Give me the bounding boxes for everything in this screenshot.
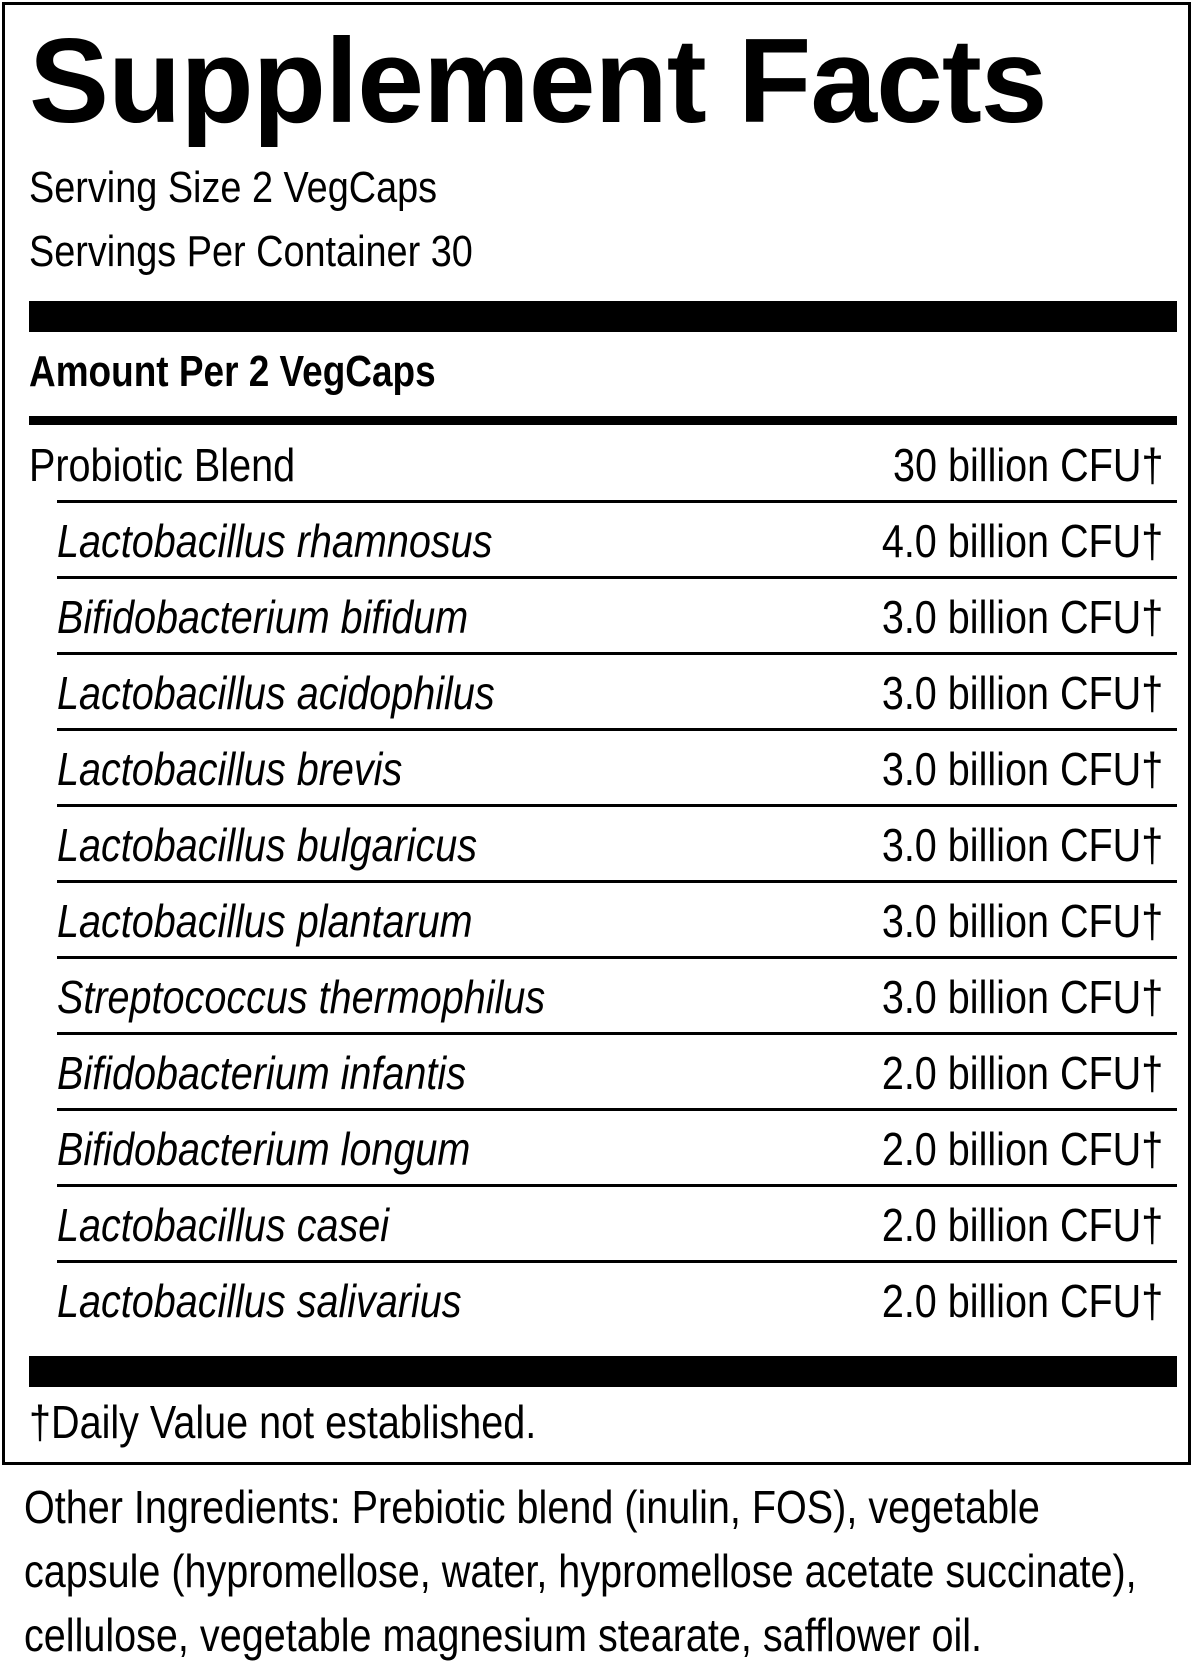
other-ingredients-line: Other Ingredients: Prebiotic blend (inulin, FOS), vegetable	[24, 1481, 1040, 1533]
other-ingredients	[24, 1475, 1176, 1667]
strain-amount: 3.0 billion CFU†	[881, 895, 1163, 947]
strain-amount: 2.0 billion CFU†	[881, 1275, 1163, 1327]
strain-row	[57, 655, 1177, 731]
strain-amount: 3.0 billion CFU†	[881, 667, 1163, 719]
strain-name: Lactobacillus rhamnosus	[57, 515, 493, 567]
strain-row	[57, 503, 1177, 579]
amount-header: Amount Per 2 VegCaps	[29, 347, 436, 396]
strain-row	[57, 1263, 1177, 1339]
strain-name: Bifidobacterium longum	[57, 1123, 471, 1175]
strain-row	[57, 731, 1177, 807]
other-ingredients-line: capsule (hypromellose, water, hypromellose acetate succinate),	[24, 1545, 1137, 1597]
other-ingredients-line: cellulose, vegetable magnesium stearate, safflower oil.	[24, 1609, 983, 1661]
strain-amount: 2.0 billion CFU†	[881, 1199, 1163, 1251]
strain-name: Lactobacillus bulgaricus	[57, 819, 478, 871]
supplement-facts-panel	[2, 2, 1191, 1465]
blend-row	[29, 427, 1177, 503]
strain-amount: 2.0 billion CFU†	[881, 1123, 1163, 1175]
strain-name: Lactobacillus brevis	[57, 743, 403, 795]
blend-name: Probiotic Blend	[29, 439, 296, 491]
serving-size: Serving Size 2 VegCaps	[29, 163, 438, 212]
strain-name: Bifidobacterium bifidum	[57, 591, 469, 643]
strain-row	[57, 579, 1177, 655]
strain-row	[57, 807, 1177, 883]
strain-name: Streptococcus thermophilus	[57, 971, 546, 1023]
strain-row	[57, 883, 1177, 959]
strain-row	[57, 1035, 1177, 1111]
strain-name: Lactobacillus casei	[57, 1199, 390, 1251]
medium-divider	[29, 416, 1177, 425]
strain-amount: 3.0 billion CFU†	[881, 819, 1163, 871]
strain-amount: 4.0 billion CFU†	[881, 515, 1163, 567]
strain-name: Lactobacillus plantarum	[57, 895, 473, 947]
strain-amount: 2.0 billion CFU†	[881, 1047, 1163, 1099]
strain-amount: 3.0 billion CFU†	[881, 743, 1163, 795]
strain-name: Lactobacillus acidophilus	[57, 667, 495, 719]
thick-divider-top	[29, 301, 1177, 332]
strain-row	[57, 959, 1177, 1035]
panel-title: Supplement Facts	[29, 14, 1047, 148]
strain-row	[57, 1187, 1177, 1263]
strain-name: Lactobacillus salivarius	[57, 1275, 462, 1327]
strain-row	[57, 1111, 1177, 1187]
blend-amount: 30 billion CFU†	[892, 439, 1163, 491]
strain-amount: 3.0 billion CFU†	[881, 591, 1163, 643]
daily-value-footnote: †Daily Value not established.	[29, 1396, 537, 1448]
servings-per-container: Servings Per Container 30	[29, 227, 473, 276]
strain-name: Bifidobacterium infantis	[57, 1047, 466, 1099]
thick-divider-bottom	[29, 1356, 1177, 1387]
strain-amount: 3.0 billion CFU†	[881, 971, 1163, 1023]
